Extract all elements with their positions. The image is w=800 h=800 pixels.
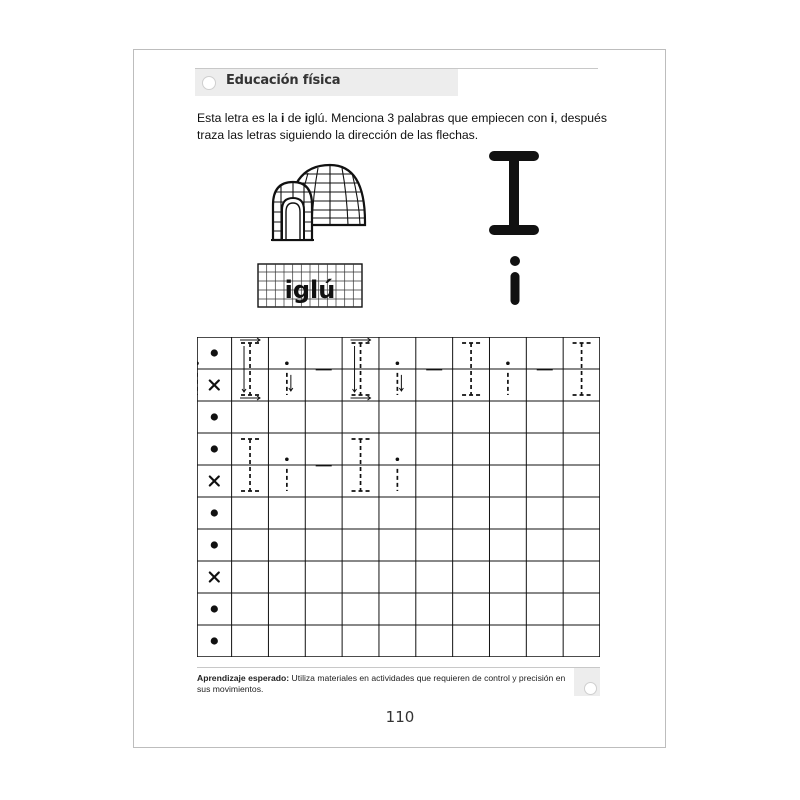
igloo-icon [268, 160, 368, 245]
arrow-icon [351, 396, 371, 400]
footer-rule [197, 667, 600, 668]
arrow-icon [351, 338, 371, 342]
cross-marker-icon [210, 573, 219, 582]
trace-lower-i-dot [396, 457, 400, 461]
dot-marker-icon [211, 509, 218, 516]
trace-lower-i-dot [506, 361, 510, 365]
header-bullet-icon [202, 76, 216, 90]
expected-learning-text: Aprendizaje esperado: Utiliza materiales en actividades que requieren de control y precisión en sus movimientos. [197, 673, 566, 694]
section-title: Educación física [226, 73, 341, 88]
tracing-grid [197, 337, 600, 657]
instructions-text: Esta letra es la i de iglú. Menciona 3 palabras que empiecen con i, después traza las letras siguiendo la dirección de las flechas. [197, 111, 607, 142]
trace-lower-i-dot [396, 361, 400, 365]
lowercase-letter [500, 255, 530, 307]
trace-lower-i-dot [285, 457, 289, 461]
arrow-icon [399, 375, 403, 391]
cross-marker-icon [210, 477, 219, 486]
dot-marker-icon [211, 605, 218, 612]
cross-marker-icon [210, 381, 219, 390]
arrow-icon [240, 396, 260, 400]
trace-lower-i-dot [197, 361, 199, 365]
uppercase-letter [484, 148, 544, 240]
dot-marker-icon [211, 637, 218, 644]
footer-bullet-icon [584, 682, 597, 695]
trace-lower-i-dot [285, 361, 289, 365]
dot-marker-icon [211, 413, 218, 420]
dot-marker-icon [211, 541, 218, 548]
dot-marker-icon [211, 445, 218, 452]
page-number: 110 [385, 708, 415, 726]
arrow-icon [240, 338, 260, 342]
arrow-icon [289, 375, 293, 391]
header-rule [458, 68, 598, 69]
dot-marker-icon [211, 349, 218, 356]
word-label: iglú [284, 276, 336, 304]
